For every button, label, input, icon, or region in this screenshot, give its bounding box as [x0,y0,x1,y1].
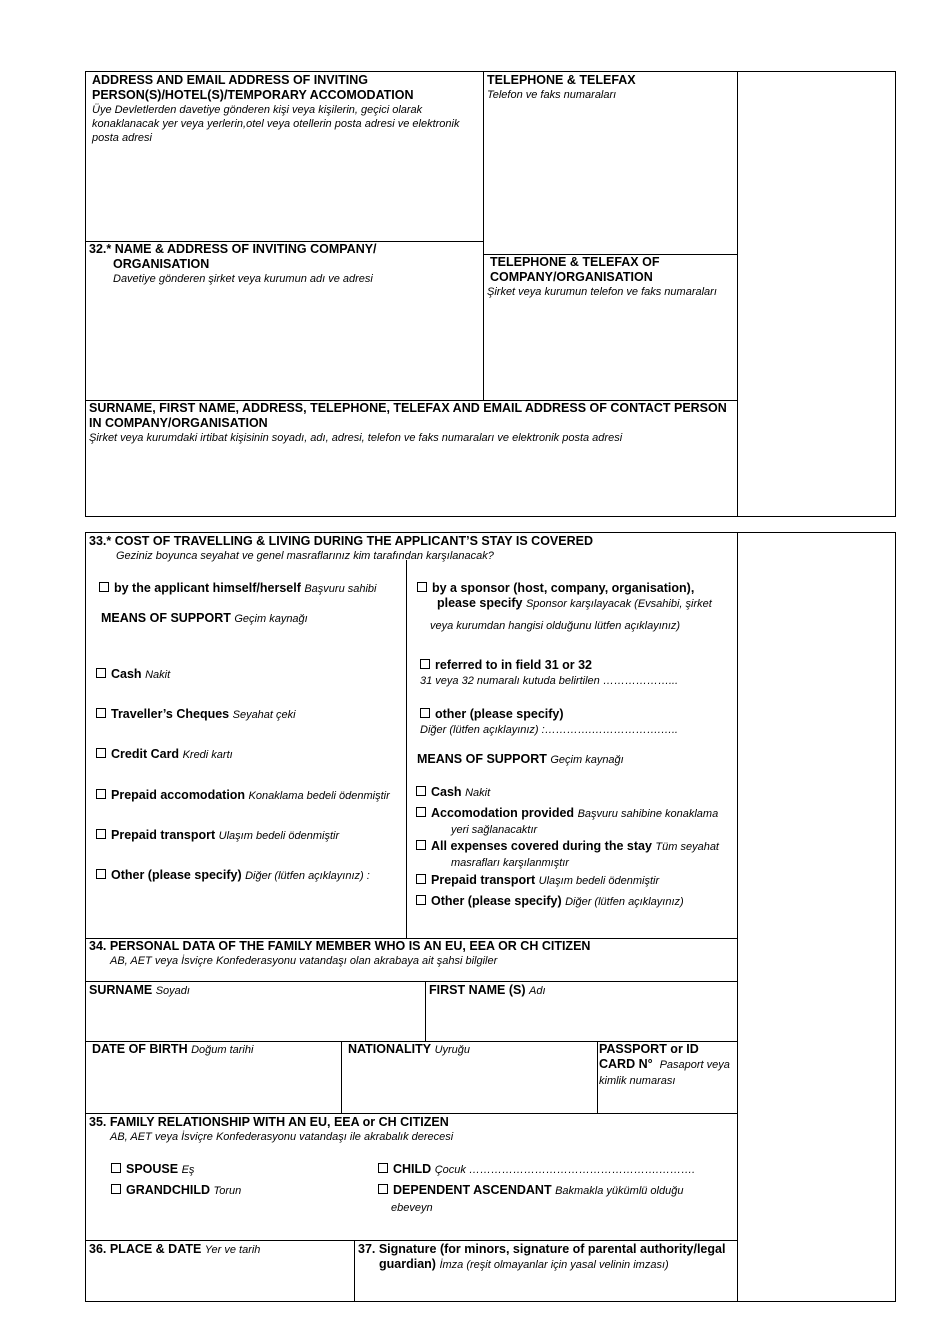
left-other-label: Other (please specify) [111,868,242,882]
grandchild-label-tr: Torun [213,1185,242,1197]
checkbox-square-icon [96,708,106,718]
prepaid-accomodation-label-tr: Konaklama bedeli ödenmiştir [248,790,390,802]
field34-title: 34. PERSONAL DATA OF THE FAMILY MEMBER WHO IS AN EU, EEA OR CH CITIZEN [89,939,591,953]
accomodation-provided-label-tr-2: yeri sağlanacaktır [451,824,538,836]
checkbox-square-icon [111,1163,121,1173]
all-expenses-label-tr-1: Tüm seyahat [655,841,719,853]
first-name-label-tr: Adı [529,985,546,997]
passport-label-2: CARD N° [599,1057,653,1071]
checkbox-square-icon [416,840,426,850]
left-means-label-tr: Geçim kaynağı [234,613,308,625]
by-sponsor-checkbox[interactable] [417,581,735,634]
inviting-person-cell[interactable] [92,73,477,145]
inviting-person-subtitle: Üye Devletlerden davetiye gönderen kişi veya kişilerin, geçici olarak konaklanacak yer veya yerlerin,otel veya otellerin posta adresi ve elektronik posta adresi [92,104,460,144]
left-prepaid-transport-label-tr: Ulaşım bedeli ödenmiştir [218,830,340,842]
contact-person-cell[interactable] [89,401,734,445]
telephone-subtitle: Telefon ve faks numaraları [487,89,617,101]
surname-label: SURNAME [89,983,153,997]
prepaid-accomodation-label: Prepaid accomodation [111,788,246,802]
telephone-cell[interactable] [487,73,735,102]
accomodation-provided-label-tr-1: Başvuru sahibine konaklama [577,808,719,820]
credit-card-checkbox[interactable] [96,747,233,763]
telephone-title: TELEPHONE & TELEFAX [487,73,636,87]
company-telephone-title: TELEPHONE & TELEFAX OF [490,255,660,269]
signature-label-2: guardian) [379,1257,436,1271]
right-means-label-tr: Geçim kaynağı [550,754,624,766]
inviting-company-cell[interactable] [89,242,479,286]
field33-title: 33.* COST OF TRAVELLING & LIVING DURING THE APPLICANT’S STAY IS COVERED [89,534,593,548]
contact-person-subtitle: Şirket veya kurumdaki irtibat kişisinin soyadı, adı, adresi, telefon ve faks numaraları ve elektronik posta adresi [89,432,623,444]
checkbox-square-icon [420,659,430,669]
left-other-checkbox[interactable] [96,868,370,884]
right-prepaid-transport-label-tr: Ulaşım bedeli ödenmiştir [538,875,660,887]
nationality-label: NATIONALITY [348,1042,432,1056]
grandchild-label: GRANDCHILD [126,1183,211,1197]
surname-label-tr: Soyadı [155,985,190,997]
field35-header [89,1115,734,1144]
company-telephone-cell[interactable] [487,255,737,299]
left-means-label: MEANS OF SUPPORT [101,611,231,625]
right-other-label: Other (please specify) [431,894,562,908]
checkbox-square-icon [416,786,426,796]
travellers-cheques-label: Traveller’s Cheques [111,707,230,721]
child-checkbox[interactable] [378,1162,695,1178]
referred-label-tr: 31 veya 32 numaralı kutuda belirtilen ………………... [420,675,679,687]
dependent-label-tr-1: Bakmakla yükümlü olduğu [555,1185,684,1197]
accomodation-provided-checkbox[interactable] [416,806,736,838]
dependent-label-tr-2: ebeveyn [391,1202,433,1214]
company-telephone-subtitle: Şirket veya kurumun telefon ve faks numaraları [487,286,717,298]
left-cash-checkbox[interactable] [96,667,170,683]
surname-field[interactable] [89,983,190,999]
field34-subtitle: AB, AET veya İsviçre Konfederasyonu vatandaşı olan akrabaya ait şahsi bilgiler [110,955,498,967]
right-cash-checkbox[interactable] [416,785,490,801]
field34-header [89,939,734,968]
nationality-field[interactable] [348,1042,470,1058]
sponsor-label-tr-1: Sponsor karşılayacak (Evsahibi, şirket [525,598,712,610]
all-expenses-label-tr-2: masrafları karşılanmıştır [451,857,569,869]
place-date-label-tr: Yer ve tarih [204,1244,261,1256]
dependent-label: DEPENDENT ASCENDANT [393,1183,552,1197]
place-date-field[interactable] [89,1242,260,1258]
inviting-company-title-2: ORGANISATION [113,257,210,271]
date-of-birth-field[interactable] [92,1042,253,1058]
checkbox-square-icon [378,1163,388,1173]
sponsor-label-tr-2: veya kurumdan hangisi olduğunu lütfen açıklayınız) [430,620,681,632]
credit-card-label: Credit Card [111,747,180,761]
checkbox-square-icon [417,582,427,592]
left-means-of-support [101,611,308,627]
signature-field[interactable] [358,1242,736,1273]
right-prepaid-transport-checkbox[interactable] [416,873,659,889]
signature-label: 37. Signature (for minors, signature of parental authority/legal [358,1242,726,1256]
checkbox-square-icon [96,748,106,758]
right-cash-label-tr: Nakit [465,787,491,799]
field35-subtitle: AB, AET veya İsviçre Konfederasyonu vatandaşı ile akrabalık derecesi [110,1131,454,1143]
contact-person-title: SURNAME, FIRST NAME, ADDRESS, TELEPHONE, TELEFAX AND EMAIL ADDRESS OF CONTACT PERSON IN COMPANY/ORGANISATION [89,401,727,430]
dependent-ascendant-checkbox[interactable] [378,1183,733,1216]
referred-label: referred to in field 31 or 32 [435,658,592,672]
checkbox-square-icon [420,708,430,718]
checkbox-square-icon [111,1184,121,1194]
checkbox-square-icon [416,874,426,884]
signature-label-tr: İmza (reşit olmayanlar için yasal velinin imzası) [439,1259,669,1271]
date-of-birth-label: DATE OF BIRTH [92,1042,188,1056]
inviting-person-title: ADDRESS AND EMAIL ADDRESS OF INVITING PERSON(S)/HOTEL(S)/TEMPORARY ACCOMODATION [92,73,414,102]
field35-title: 35. FAMILY RELATIONSHIP WITH AN EU, EEA or CH CITIZEN [89,1115,449,1129]
travellers-cheques-checkbox[interactable] [96,707,296,723]
prepaid-accomodation-checkbox[interactable] [96,788,405,804]
spouse-label-tr: Eş [181,1164,195,1176]
child-label-tr: Çocuk …………………………………………….………. [434,1164,696,1176]
right-other-label-tr: Diğer (lütfen açıklayınız) [565,896,684,908]
passport-field[interactable] [599,1042,737,1089]
left-cash-label: Cash [111,667,142,681]
other-specify-label-tr: Diğer (lütfen açıklayınız) :………….……………….….. [420,724,678,736]
passport-label-tr-1: Pasaport veya [659,1059,730,1071]
spouse-label: SPOUSE [126,1162,179,1176]
travellers-cheques-label-tr: Seyahat çeki [232,709,296,721]
by-applicant-label-tr: Başvuru sahibi [304,583,377,595]
right-cash-label: Cash [431,785,462,799]
credit-card-label-tr: Kredi kartı [182,749,233,761]
spouse-checkbox[interactable] [111,1162,194,1178]
left-cash-label-tr: Nakit [145,669,171,681]
child-label: CHILD [393,1162,432,1176]
all-expenses-label: All expenses covered during the stay [431,839,652,853]
date-of-birth-label-tr: Doğum tarihi [191,1044,254,1056]
inviting-company-title: 32.* NAME & ADDRESS OF INVITING COMPANY/ [89,242,377,256]
first-name-label: FIRST NAME (S) [429,983,526,997]
field33-subtitle: Geziniz boyunca seyahat ve genel masraflarınız kim tarafından karşılanacak? [116,550,494,562]
by-applicant-label: by the applicant himself/herself [114,581,301,595]
checkbox-square-icon [416,895,426,905]
inviting-company-subtitle: Davetiye gönderen şirket veya kurumun adı ve adresi [113,273,373,285]
company-telephone-title-2: COMPANY/ORGANISATION [490,270,653,284]
checkbox-square-icon [96,668,106,678]
left-prepaid-transport-label: Prepaid transport [111,828,216,842]
other-specify-label: other (please specify) [435,707,564,721]
checkbox-square-icon [99,582,109,592]
all-expenses-checkbox[interactable] [416,839,736,871]
by-applicant-checkbox[interactable] [99,581,377,597]
referred-checkbox[interactable] [420,658,735,689]
place-date-label: 36. PLACE & DATE [89,1242,202,1256]
grandchild-checkbox[interactable] [111,1183,241,1199]
checkbox-square-icon [96,789,106,799]
accomodation-provided-label: Accomodation provided [431,806,575,820]
left-prepaid-transport-checkbox[interactable] [96,828,339,844]
checkbox-square-icon [378,1184,388,1194]
checkbox-square-icon [96,829,106,839]
right-other-checkbox[interactable] [416,894,684,910]
other-specify-checkbox[interactable] [420,707,735,738]
nationality-label-tr: Uyruğu [434,1044,471,1056]
checkbox-square-icon [416,807,426,817]
right-means-of-support [417,752,624,768]
right-means-label: MEANS OF SUPPORT [417,752,547,766]
checkbox-square-icon [96,869,106,879]
passport-label-1: PASSPORT or ID [599,1042,699,1056]
field33-header [89,534,734,563]
right-prepaid-transport-label: Prepaid transport [431,873,536,887]
by-sponsor-label: by a sponsor (host, company, organisation), [432,581,695,595]
first-name-field[interactable] [429,983,546,999]
please-specify-label: please specify [437,596,523,610]
left-other-label-tr: Diğer (lütfen açıklayınız) : [245,870,370,882]
passport-label-tr-2: kimlik numarası [599,1075,676,1087]
